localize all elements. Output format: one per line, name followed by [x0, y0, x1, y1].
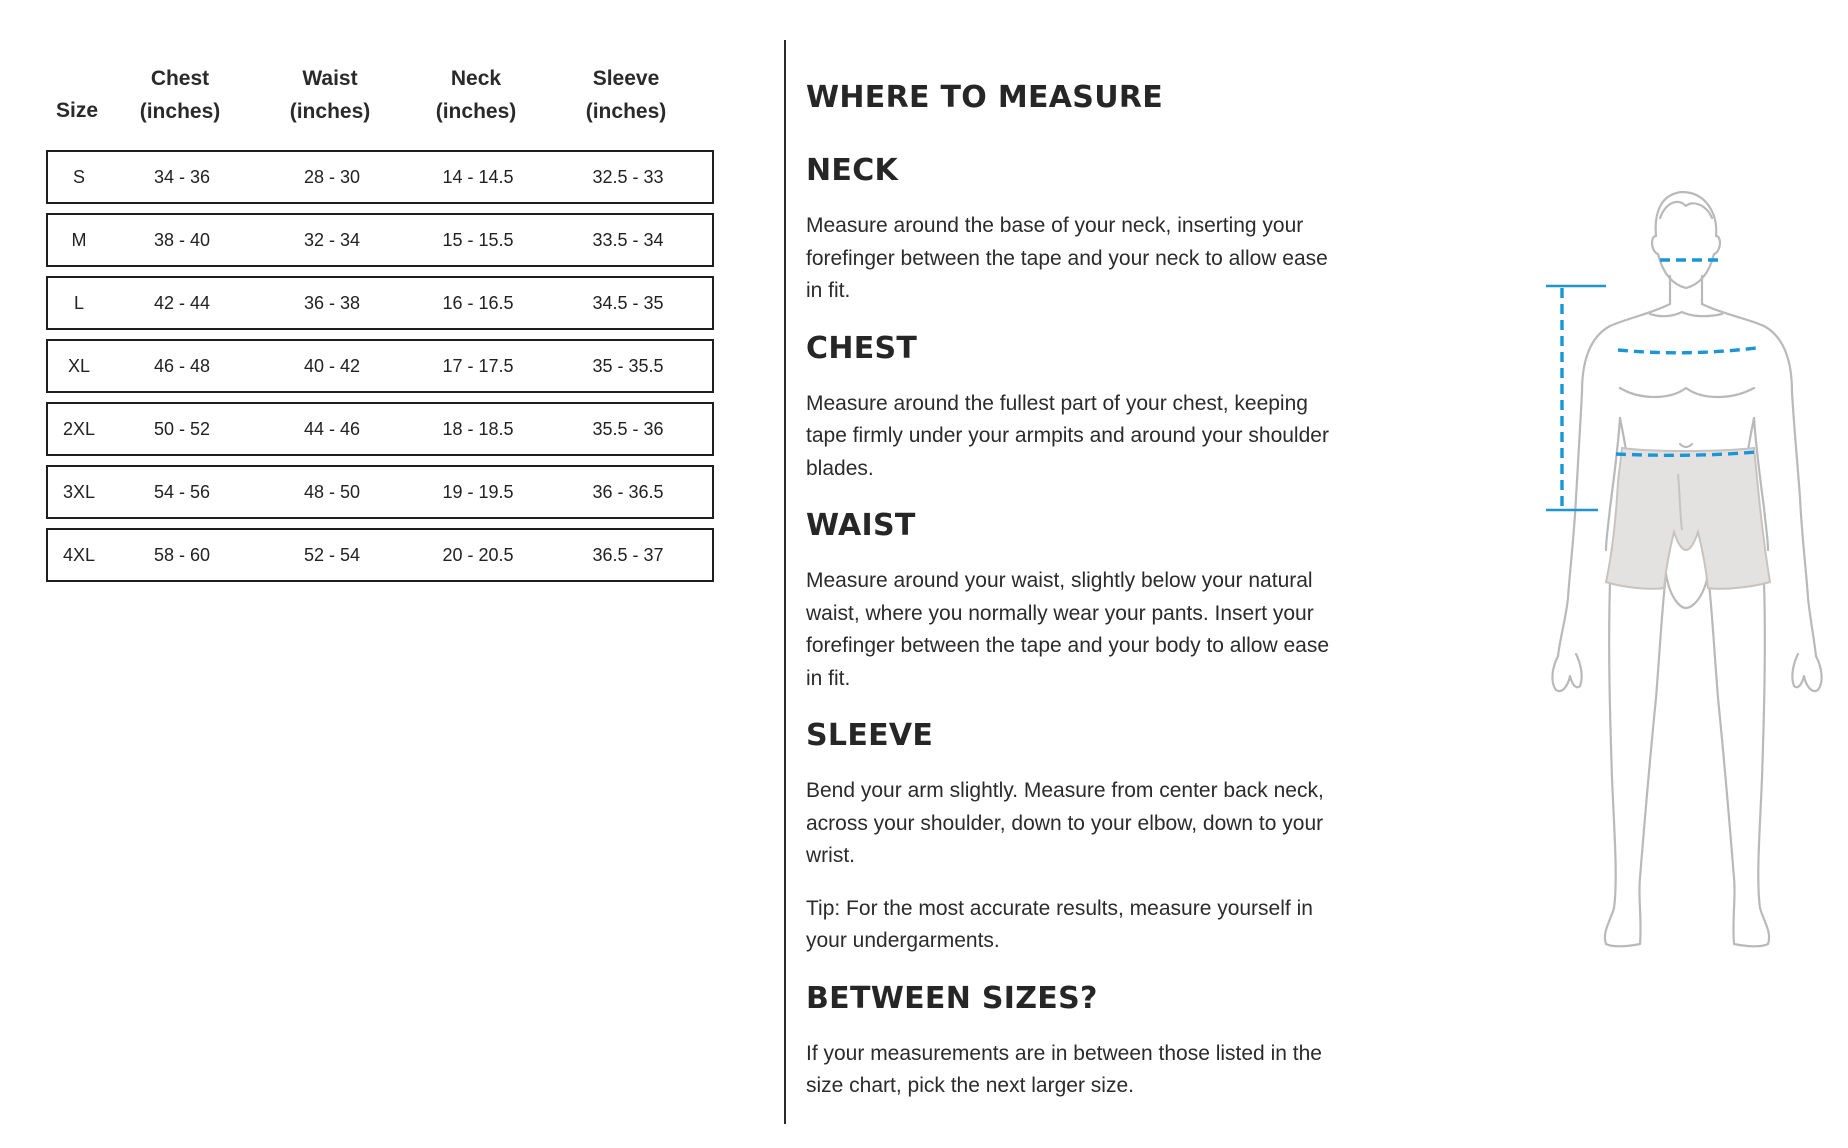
section-waist — [806, 505, 1336, 695]
cell-sleeve: 36.5 - 37 — [592, 545, 664, 565]
section-heading: SLEEVE — [806, 718, 934, 753]
section-text: Measure around the fullest part of your chest, keeping tape firmly under your armpits and around your shoulder blades. — [806, 391, 1329, 480]
cell-size: 2XL — [62, 419, 96, 439]
section-text: Measure around your waist, slightly below your natural waist, where you normally wear your pants. Insert your forefinger between the tape and your body to allow ease in fit. — [806, 569, 1330, 690]
cell-chest: 38 - 40 — [153, 230, 211, 250]
cell-neck: 14 - 14.5 — [442, 167, 514, 187]
size-chart-table — [46, 54, 714, 591]
cell-sleeve: 32.5 - 33 — [592, 167, 664, 187]
cell-sleeve: 35.5 - 36 — [592, 419, 664, 439]
cell-sleeve: 35 - 35.5 — [592, 356, 664, 376]
cell-sleeve: 34.5 - 35 — [592, 293, 664, 313]
table-row — [46, 528, 714, 582]
guide-title: WHERE TO MEASURE — [806, 80, 1164, 115]
section-text: Measure around the base of your neck, inserting your forefinger between the tape and your neck to allow ease in fit. — [806, 214, 1328, 302]
section-heading: NECK — [806, 153, 899, 188]
cell-neck: 16 - 16.5 — [442, 293, 514, 313]
column-divider — [784, 40, 786, 1124]
body-measurement-figure-icon — [1510, 178, 1830, 1038]
section-text: Bend your arm slightly. Measure from center back neck, across your shoulder, down to your elbow, down to your wrist. — [806, 779, 1324, 867]
header-chest: Chest (inches) — [139, 67, 221, 123]
cell-chest: 34 - 36 — [153, 167, 211, 187]
table-row — [46, 339, 714, 393]
cell-size: XL — [67, 356, 91, 376]
figure-illustration — [1510, 178, 1830, 1038]
section-chest — [806, 328, 1336, 486]
table-row — [46, 402, 714, 456]
cell-chest: 46 - 48 — [153, 356, 211, 376]
cell-waist: 44 - 46 — [303, 419, 361, 439]
cell-chest: 58 - 60 — [153, 545, 211, 565]
cell-sleeve: 33.5 - 34 — [592, 230, 664, 250]
cell-neck: 15 - 15.5 — [442, 230, 514, 250]
cell-size: M — [71, 230, 87, 250]
section-heading: BETWEEN SIZES? — [806, 980, 1098, 1016]
cell-size: 3XL — [62, 482, 96, 502]
cell-waist: 36 - 38 — [303, 293, 361, 313]
cell-waist: 32 - 34 — [303, 230, 361, 250]
header-neck: Neck (inches) — [435, 67, 517, 123]
cell-neck: 20 - 20.5 — [442, 545, 514, 565]
cell-neck: 17 - 17.5 — [442, 356, 514, 376]
table-row — [46, 150, 714, 204]
header-waist: Waist (inches) — [289, 67, 371, 123]
cell-waist: 52 - 54 — [303, 545, 361, 565]
section-heading: CHEST — [806, 330, 918, 366]
section-between-sizes — [806, 978, 1336, 1103]
section-heading: WAIST — [806, 508, 916, 543]
cell-chest: 54 - 56 — [153, 482, 211, 502]
header-sleeve: Sleeve (inches) — [585, 67, 667, 123]
section-text: If your measurements are in between those listed in the size chart, pick the next larger size. — [806, 1041, 1322, 1097]
cell-waist: 48 - 50 — [303, 482, 361, 502]
cell-neck: 19 - 19.5 — [442, 482, 514, 502]
cell-chest: 42 - 44 — [153, 293, 211, 313]
cell-size: 4XL — [62, 545, 96, 565]
cell-size: L — [73, 293, 84, 313]
measuring-guide — [806, 72, 1336, 1123]
header-size: Size — [55, 99, 99, 122]
cell-neck: 18 - 18.5 — [442, 419, 514, 439]
table-row — [46, 276, 714, 330]
size-table-header — [46, 54, 714, 130]
table-row — [46, 465, 714, 519]
cell-size: S — [72, 167, 85, 187]
section-neck — [806, 150, 1336, 308]
cell-waist: 40 - 42 — [303, 356, 361, 376]
cell-waist: 28 - 30 — [303, 167, 361, 187]
cell-sleeve: 36 - 36.5 — [592, 482, 664, 502]
table-row — [46, 213, 714, 267]
section-sleeve — [806, 715, 1336, 958]
cell-chest: 50 - 52 — [153, 419, 211, 439]
section-tip: Tip: For the most accurate results, measure yourself in your undergarments. — [806, 896, 1313, 952]
